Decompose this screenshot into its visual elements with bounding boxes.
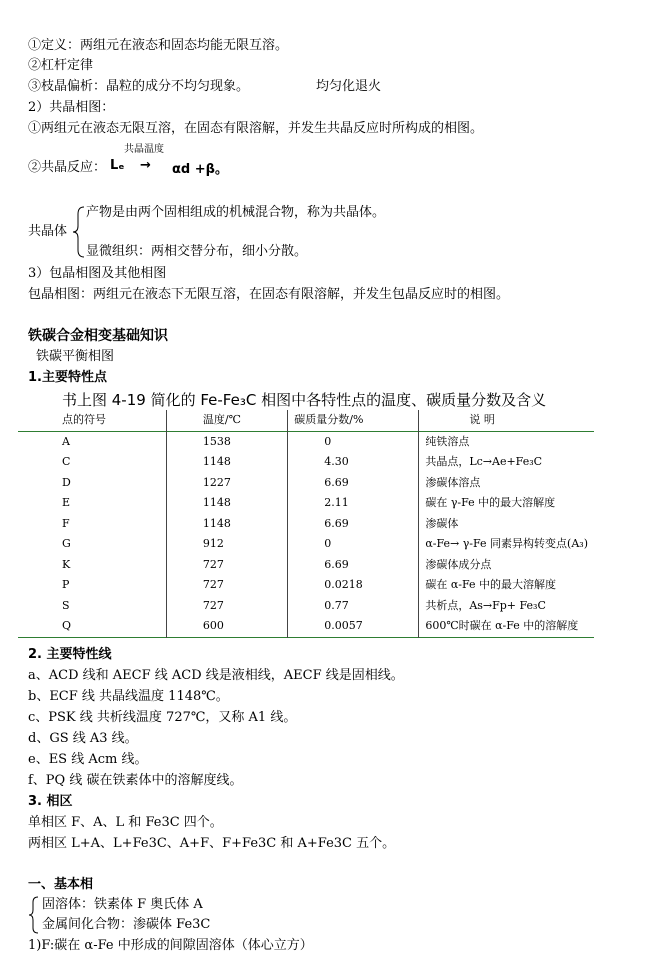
table-row xyxy=(18,596,594,617)
brace-icon xyxy=(72,206,86,258)
table-header-row xyxy=(18,410,594,431)
brace-icon xyxy=(28,896,40,934)
definition-line: ①定义：两组元在液态和固态均能无限互溶。 xyxy=(28,38,289,53)
cell-symbol: P xyxy=(62,578,70,591)
eutectic-brace-item-2: 显微组织：两相交替分布，细小分散。 xyxy=(86,244,308,259)
cell-description: 碳在 γ-Fe 中的最大溶解度 xyxy=(419,493,594,514)
cell-carbon: 6.69 xyxy=(288,555,419,576)
table-row xyxy=(18,473,594,494)
cell-carbon: 0.0057 xyxy=(288,616,419,637)
cell-symbol: D xyxy=(62,475,71,489)
section-title-iron-carbon: 铁碳合金相变基础知识 xyxy=(28,328,168,344)
peritectic-definition: 包晶相图：两组元在液态下无限互溶，在固态有限溶解，并发生包晶反应时的相图。 xyxy=(28,287,510,302)
cell-description: 纯铁溶点 xyxy=(419,431,594,452)
cell-carbon: 4.30 xyxy=(288,452,419,473)
cell-description: 渗碳体成分点 xyxy=(419,555,594,576)
cell-carbon: 0 xyxy=(288,534,419,555)
line-item-b: b、ECF 线 共晶线温度 1148℃。 xyxy=(28,689,229,704)
table-row xyxy=(18,616,594,637)
cell-symbol: Q xyxy=(62,619,72,632)
cell-temperature: 1148 xyxy=(166,452,287,473)
cell-symbol: E xyxy=(62,496,71,509)
cell-carbon: 0 xyxy=(288,431,419,452)
lever-rule-line: ②杠杆定律 xyxy=(28,58,94,73)
cell-carbon: 0.77 xyxy=(288,596,419,617)
cell-temperature: 1538 xyxy=(166,431,287,452)
cell-carbon: 6.69 xyxy=(288,473,419,494)
cell-temperature: 1148 xyxy=(166,514,287,535)
homogenizing-annealing: 均匀化退火 xyxy=(316,79,382,94)
line-item-f: f、PQ 线 碳在铁素体中的溶解度线。 xyxy=(28,773,243,788)
dendritic-segregation-line: ③枝晶偏析：晶粒的成分不均匀现象。 xyxy=(28,79,250,94)
cell-symbol: S xyxy=(62,598,70,612)
eutectic-definition-line: ①两组元在液态无限互溶，在固态有限溶解，并发生共晶反应时所构成的相图。 xyxy=(28,121,484,136)
cell-symbol: K xyxy=(62,557,71,571)
table-row xyxy=(18,534,594,555)
intermetallic-line: 金属间化合物：渗碳体 Fe3C xyxy=(42,917,211,932)
cell-carbon: 2.11 xyxy=(288,493,419,514)
table-row xyxy=(18,575,594,596)
cell-description: 600℃时碳在 α-Fe 中的溶解度 xyxy=(419,616,594,637)
characteristic-lines-heading: 2. 主要特性线 xyxy=(28,647,112,662)
cell-temperature: 1148 xyxy=(166,493,287,514)
single-phase-region: 单相区 F、A、L 和 Fe3C 四个。 xyxy=(28,815,223,830)
eutectic-brace-item-1: 产物是由两个固相组成的机械混合物，称为共晶体。 xyxy=(86,205,386,220)
cell-temperature: 727 xyxy=(166,575,287,596)
peritectic-heading: 3）包晶相图及其他相图 xyxy=(28,266,167,281)
solid-solution-line: 固溶体：铁素体 F 奥氏体 A xyxy=(42,897,203,912)
arrow-icon: → xyxy=(140,158,151,173)
line-item-c: c、PSK 线 共析线温度 727℃，又称 A1 线。 xyxy=(28,710,297,725)
eutectic-products: αd +β。 xyxy=(172,162,228,177)
cell-description: 碳在 α-Fe 中的最大溶解度 xyxy=(419,575,594,596)
cell-temperature: 727 xyxy=(166,555,287,576)
cell-symbol: G xyxy=(62,537,71,550)
cell-temperature: 727 xyxy=(166,596,287,617)
characteristic-points-table xyxy=(18,410,594,638)
phase-regions-heading: 3. 相区 xyxy=(28,794,73,809)
table-row xyxy=(18,431,594,452)
header-carbon: 碳质量分数/% xyxy=(288,410,419,431)
table-row xyxy=(18,514,594,535)
eutectic-diagram-heading: 2）共晶相图： xyxy=(28,100,115,115)
section-subtitle: 铁碳平衡相图 xyxy=(36,349,115,364)
cell-temperature: 1227 xyxy=(166,473,287,494)
cell-symbol: A xyxy=(62,434,70,448)
table-row xyxy=(18,555,594,576)
table-row xyxy=(18,452,594,473)
cell-symbol: C xyxy=(62,455,71,468)
cell-carbon: 6.69 xyxy=(288,514,419,535)
cell-carbon: 0.0218 xyxy=(288,575,419,596)
ferrite-definition: 1)F:碳在 α-Fe 中形成的间隙固溶体（体心立方） xyxy=(28,938,313,953)
cell-temperature: 912 xyxy=(166,534,287,555)
cell-temperature: 600 xyxy=(166,616,287,637)
line-item-e: e、ES 线 Acm 线。 xyxy=(28,752,148,767)
cell-description: α-Fe→ γ-Fe 同素异构转变点(A₃) xyxy=(419,534,594,555)
cell-description: 共析点，As→Fp+ Fe₃C xyxy=(419,596,594,617)
line-item-a: a、ACD 线和 AECF 线 ACD 线是液相线，AECF 线是固相线。 xyxy=(28,668,404,683)
basic-phases-heading: 一、基本相 xyxy=(28,877,94,892)
header-temperature: 温度/℃ xyxy=(166,410,287,431)
cell-description: 共晶点，Lc→Ae+Fe₃C xyxy=(419,452,594,473)
table-row xyxy=(18,493,594,514)
characteristic-points-heading: 1.主要特性点 xyxy=(28,370,107,385)
header-symbol: 点的符号 xyxy=(62,413,106,426)
line-item-d: d、GS 线 A3 线。 xyxy=(28,731,138,746)
cell-description: 渗碳体溶点 xyxy=(419,473,594,494)
eutectic-temperature-label: 共晶温度 xyxy=(124,144,164,155)
cell-description: 渗碳体 xyxy=(419,514,594,535)
eutectic-brace-label: 共晶体 xyxy=(28,224,68,239)
eutectic-liquid: Lₑ xyxy=(110,158,125,173)
table-caption: 书上图 4-19 简化的 Fe-Fe₃C 相图中各特性点的温度、碳质量分数及含义 xyxy=(62,391,547,409)
cell-symbol: F xyxy=(62,516,70,530)
header-description: 说 明 xyxy=(419,410,594,431)
two-phase-region: 两相区 L+A、L+Fe3C、A+F、F+Fe3C 和 A+Fe3C 五个。 xyxy=(28,836,396,851)
eutectic-reaction-label: ②共晶反应： xyxy=(28,160,107,175)
